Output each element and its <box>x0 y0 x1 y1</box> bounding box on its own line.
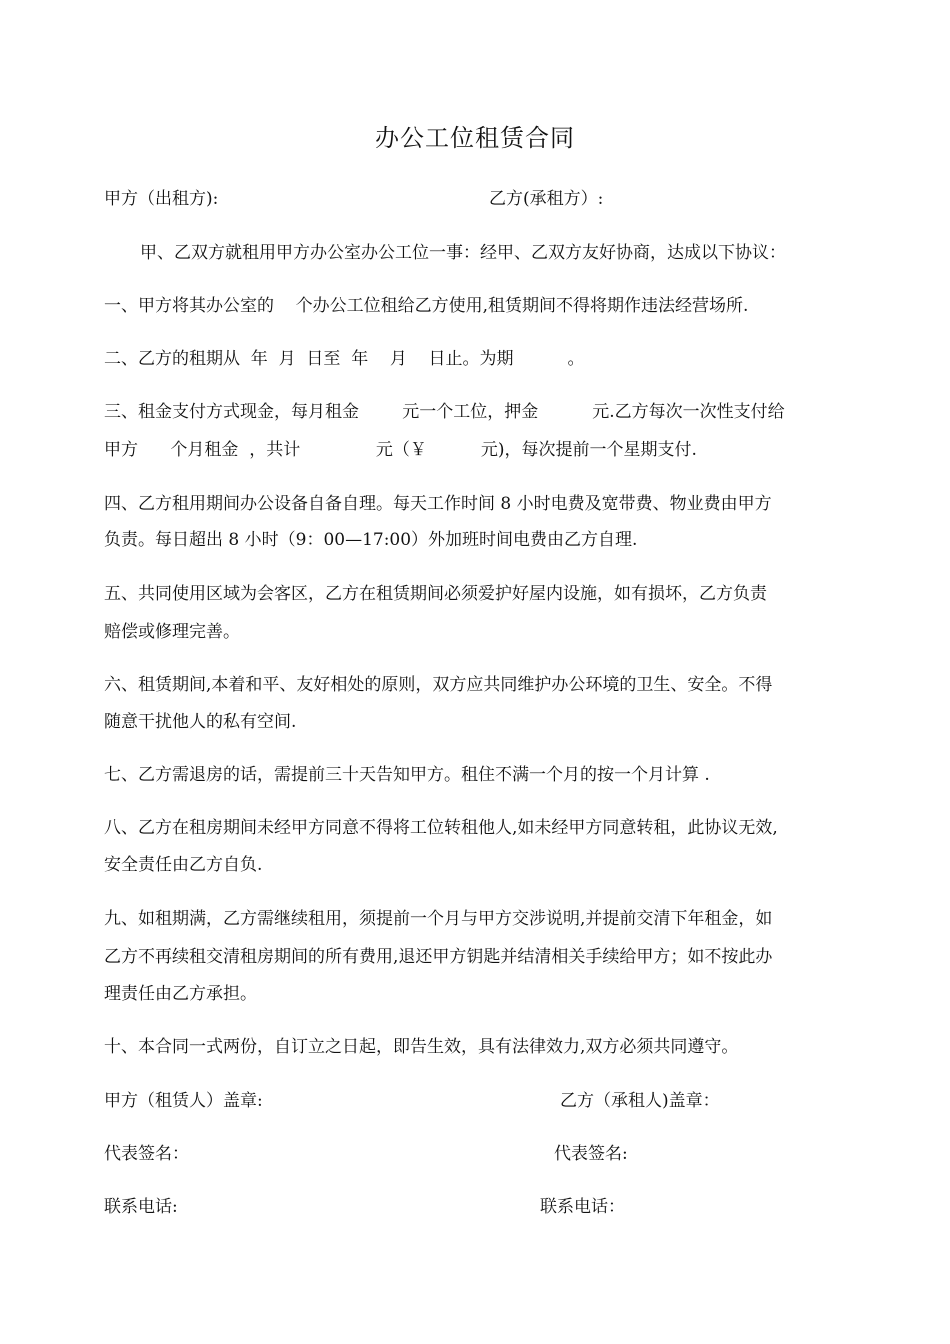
party-b-seal-label: 乙方（承租人)盖章： <box>560 1091 720 1111</box>
party-b-header: 乙方(承租方）: <box>489 189 604 209</box>
party-a-seal-label: 甲方（租赁人）盖章: <box>104 1091 263 1111</box>
clause-2: 二、乙方的租期从 年 月 日至 年 月 日止。为期 。 <box>104 349 585 369</box>
clause-9-line-1: 九、如租期满，乙方需继续租用，须提前一个月与甲方交涉说明,并提前交清下年租金，如 <box>104 909 773 929</box>
party-b-phone-label: 联系电话： <box>540 1197 625 1217</box>
clause-3-line-2: 甲方 个月租金 ，共计 元（￥ 元)，每次提前一个星期支付. <box>104 440 697 460</box>
clause-5-line-1: 五、共同使用区域为会客区，乙方在租赁期间必须爱护好屋内设施，如有损坏，乙方负责 <box>104 584 767 604</box>
intro-paragraph: 甲、乙双方就租用甲方办公室办公工位一事：经甲、乙双方友好协商，达成以下协议： <box>140 243 786 263</box>
clause-5-line-2: 赔偿或修理完善。 <box>104 622 240 642</box>
clause-9-line-3: 理责任由乙方承担。 <box>104 984 257 1004</box>
clause-1: 一、甲方将其办公室的 个办公工位租给乙方使用,租赁期间不得将期作违法经营场所. <box>104 296 749 316</box>
clause-6-line-2: 随意干扰他人的私有空间. <box>104 712 297 732</box>
party-a-rep-signature-label: 代表签名： <box>104 1144 189 1164</box>
clause-3-line-1: 三、租金支付方式现金，每月租金 元一个工位，押金 元.乙方每次一次性支付给 <box>104 402 785 422</box>
party-a-header: 甲方（出租方): <box>104 189 219 209</box>
party-b-rep-signature-label: 代表签名: <box>554 1144 628 1164</box>
document-title: 办公工位租赁合同 <box>375 124 575 152</box>
clause-4-line-2: 负责。每日超出 8 小时（9：00—17:00）外加班时间电费由乙方自理. <box>104 530 638 550</box>
clause-9-line-2: 乙方不再续租交清租房期间的所有费用,退还甲方钥匙并结清相关手续给甲方；如不按此办 <box>104 947 773 967</box>
clause-4-line-1: 四、乙方租用期间办公设备自备自理。每天工作时间 8 小时电费及宽带费、物业费由甲方 <box>104 494 772 514</box>
clause-10: 十、本合同一式两份，自订立之日起，即告生效，具有法律效力,双方必须共同遵守。 <box>104 1037 739 1057</box>
clause-7: 七、乙方需退房的话，需提前三十天告知甲方。租住不满一个月的按一个月计算 . <box>104 765 710 785</box>
clause-8-line-2: 安全责任由乙方自负. <box>104 855 263 875</box>
clause-6-line-1: 六、租赁期间,本着和平、友好相处的原则，双方应共同维护办公环境的卫生、安全。不得 <box>104 675 773 695</box>
party-a-phone-label: 联系电话: <box>104 1197 178 1217</box>
clause-8-line-1: 八、乙方在租房期间未经甲方同意不得将工位转租他人,如未经甲方同意转租，此协议无效, <box>104 818 778 838</box>
